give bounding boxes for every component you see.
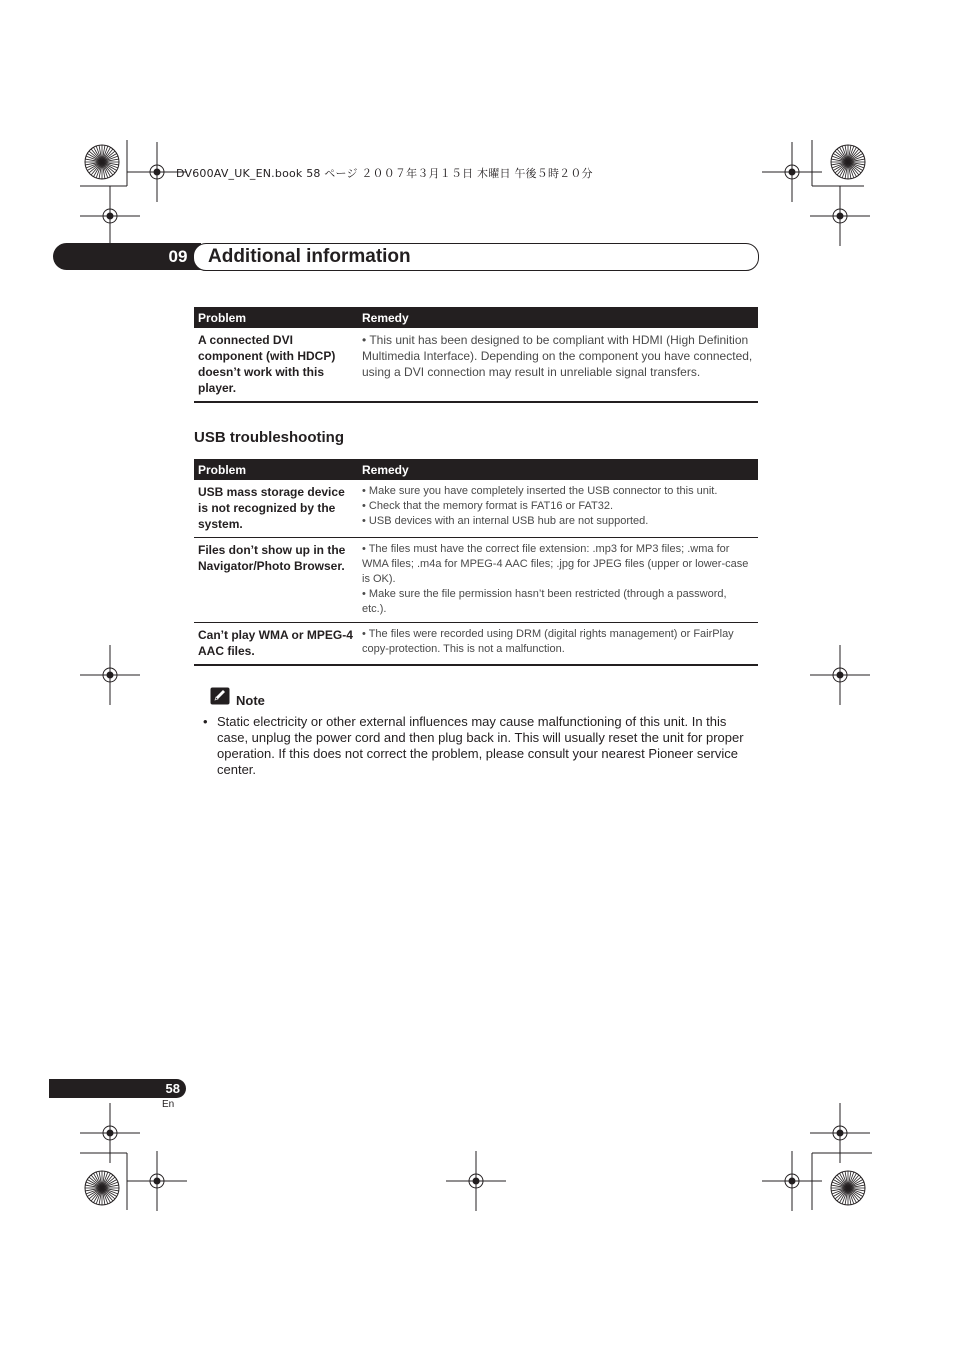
crosshair-mark: [762, 1151, 822, 1211]
note-label: Note: [236, 693, 265, 708]
crosshair-mark: [80, 645, 140, 705]
crosshair-mark: [810, 645, 870, 705]
remedy-cell: [358, 480, 758, 538]
starburst-mark: [831, 145, 865, 179]
remedy-cell: [358, 538, 758, 623]
remedy-item: • Make sure you have completely inserted the USB connector to this unit.: [362, 485, 718, 497]
remedy-item: • Make sure the file permission hasn’t been restricted (through a password, etc.).: [362, 588, 727, 615]
note-body: Static electricity or other external influences may cause malfunctioning of this unit. In this case, unplug the power cord and then plug back in. This will usually reset the unit for proper operation. If this does not correct the problem, please consult your nearest Pioneer service center.: [217, 714, 744, 777]
header-problem: Problem: [194, 307, 358, 328]
crosshair-mark: [810, 1103, 870, 1163]
header-problem: Problem: [194, 459, 358, 480]
crosshair-mark: [762, 142, 822, 202]
table-row: [194, 480, 758, 538]
remedy-cell: [358, 328, 758, 402]
header-remedy: Remedy: [358, 459, 758, 480]
usb-troubleshooting-table: [194, 459, 758, 666]
problem-cell: USB mass storage device is not recognized by the system.: [194, 480, 358, 538]
remedy-item: • The files must have the correct file extension: .mp3 for MP3 files; .wma for WMA files; .m4a for MPEG-4 AAC files; .jpg for JPEG files (upper or lower-case is OK).: [362, 543, 749, 585]
pencil-note-icon: [210, 687, 230, 705]
page-language: En: [162, 1099, 175, 1110]
section-heading: USB troubleshooting: [194, 429, 344, 446]
note-bullet: •: [203, 714, 208, 729]
dvi-troubleshooting-table: [194, 307, 758, 403]
crosshair-mark: [127, 1151, 187, 1211]
remedy-item: • This unit has been designed to be compliant with HDMI (High Definition Multimedia Interface). Depending on the component you have connected, using a DVI connection may result in unreliable signal transfers.: [362, 333, 753, 379]
crosshair-mark: [810, 186, 870, 246]
remedy-item: • The files were recorded using DRM (digital rights management) or FairPlay copy-protection. This is not a malfunction.: [362, 628, 734, 655]
print-header: DV600AV_UK_EN.book 58 ページ ２００７年３月１５日 木曜日 午後５時２０分: [176, 167, 593, 180]
chapter-number: 09: [168, 247, 188, 266]
table-row: [194, 538, 758, 623]
starburst-mark: [831, 1171, 865, 1205]
crosshair-mark: [80, 186, 140, 246]
problem-cell: Files don’t show up in the Navigator/Photo Browser.: [194, 538, 358, 623]
crosshair-mark: [446, 1151, 506, 1211]
problem-cell: Can’t play WMA or MPEG-4 AAC files.: [194, 623, 358, 666]
table-row: [194, 623, 758, 666]
problem-cell: A connected DVI component (with HDCP) doesn’t work with this player.: [194, 328, 358, 402]
starburst-mark: [85, 145, 119, 179]
remedy-item: • Check that the memory format is FAT16 or FAT32.: [362, 500, 614, 512]
note-text: [203, 714, 758, 778]
page-number: 58: [165, 1081, 180, 1096]
remedy-cell: [358, 623, 758, 666]
starburst-mark: [85, 1171, 119, 1205]
crosshair-mark: [80, 1103, 140, 1163]
chapter-title: Additional information: [208, 246, 411, 267]
table-row: [194, 328, 758, 402]
remedy-item: • USB devices with an internal USB hub are not supported.: [362, 515, 649, 527]
header-remedy: Remedy: [358, 307, 758, 328]
